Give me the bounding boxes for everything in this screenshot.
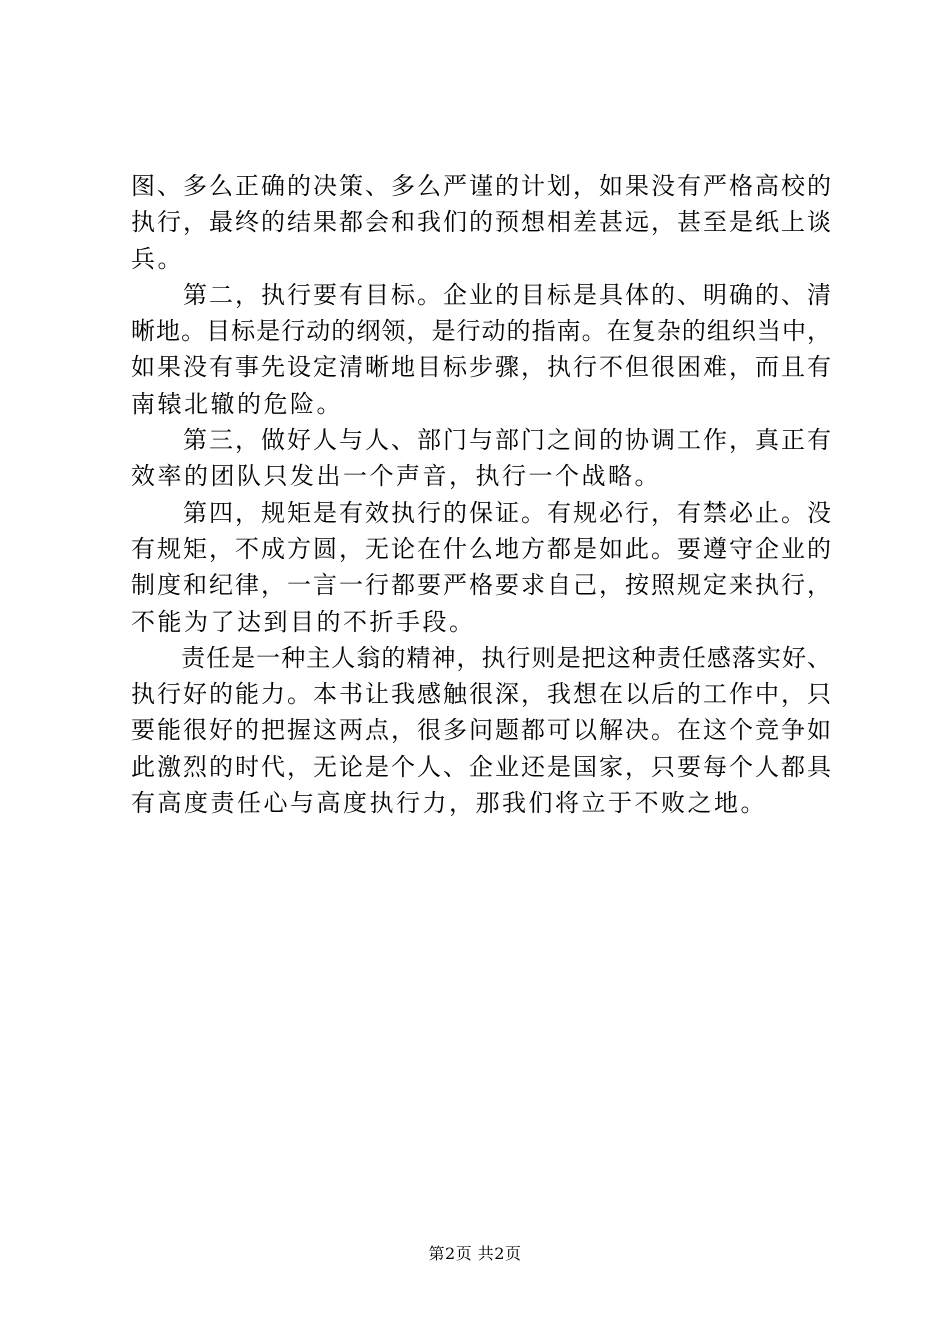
- text-line: 要能很好的把握这两点，很多问题都可以解决。在这个竞争如: [131, 716, 831, 745]
- text-line: 有高度责任心与高度执行力，那我们将立于不败之地。: [131, 789, 767, 818]
- text-line: 晰地。目标是行动的纲领，是行动的指南。在复杂的组织当中，: [131, 317, 831, 346]
- text-line: 效率的团队只发出一个声音，执行一个战略。: [131, 462, 661, 491]
- text-line: 图、多么正确的决策、多么严谨的计划，如果没有严格高校的: [131, 172, 831, 200]
- text-line: 第三，做好人与人、部门与部门之间的协调工作，真正有: [131, 426, 831, 455]
- text-line: 有规矩，不成方圆，无论在什么地方都是如此。要遵守企业的: [131, 534, 831, 563]
- text-line: 第二，执行要有目标。企业的目标是具体的、明确的、清: [131, 280, 831, 309]
- text-line: 不能为了达到目的不折手段。: [131, 607, 476, 636]
- text-line: 此激烈的时代，无论是个人、企业还是国家，只要每个人都具: [131, 752, 831, 781]
- page-footer: 第2页 共2页: [428, 1244, 522, 1263]
- text-line: 兵。: [131, 244, 184, 273]
- text-line: 责任是一种主人翁的精神，执行则是把这种责任感落实好、: [131, 643, 831, 672]
- text-line: 制度和纪律，一言一行都要严格要求自己，按照规定来执行，: [131, 571, 831, 600]
- text-line: 南辕北辙的危险。: [131, 389, 343, 418]
- text-line: 如果没有事先设定清晰地目标步骤，执行不但很困难，而且有: [131, 353, 831, 382]
- text-line: 执行，最终的结果都会和我们的预想相差甚远，甚至是纸上谈: [131, 208, 831, 237]
- text-line: 第四，规矩是有效执行的保证。有规必行，有禁必止。没: [131, 498, 831, 527]
- document-body: [131, 168, 831, 821]
- text-line: 执行好的能力。本书让我感触很深，我想在以后的工作中，只: [131, 680, 831, 709]
